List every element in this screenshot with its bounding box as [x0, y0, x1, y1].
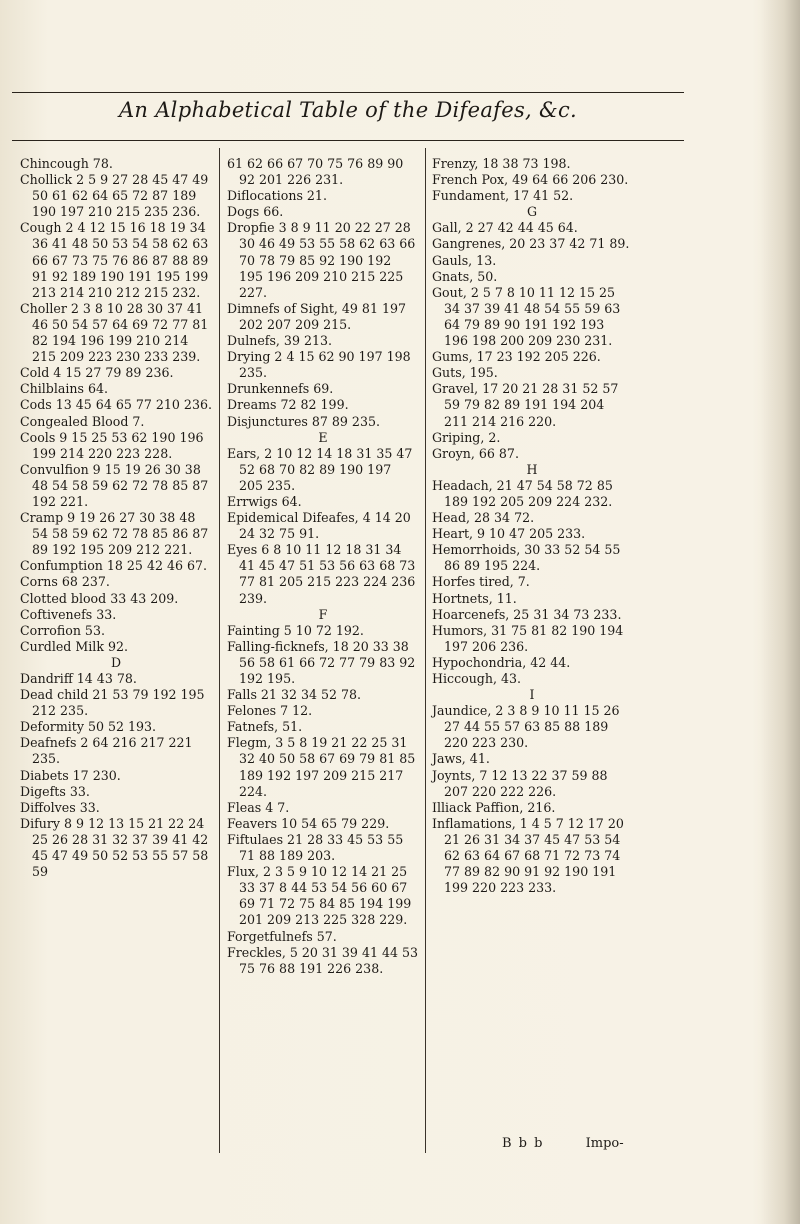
index-entry: Clotted blood 33 43 209. — [20, 590, 179, 606]
section-letter: I — [529, 687, 535, 703]
index-entry: Gums, 17 23 192 205 226. — [432, 349, 601, 365]
index-column-2 — [227, 156, 419, 977]
index-entry: Head, 28 34 72. — [432, 510, 535, 526]
index-entry: Hiccough, 43. — [432, 671, 522, 686]
index-entry: Fundament, 17 41 52. — [432, 188, 574, 204]
index-entry: Diflocations 21. — [227, 188, 327, 204]
section-letter: F — [318, 606, 328, 622]
index-entry: Joynts, 7 12 13 22 37 59 88 207 220 222 226. — [432, 767, 608, 799]
index-entry: Chollick 2 5 9 27 28 45 47 49 50 61 62 64 65 72 87 189 190 197 210 215 235 236. — [20, 172, 209, 220]
index-entry: Falls 21 32 34 52 78. — [227, 687, 362, 703]
index-entry: Flux, 2 3 5 9 10 12 14 21 25 33 37 8 44 53 54 56 60 67 69 71 72 75 84 85 194 199 201 209 213 225 328 229. — [227, 864, 412, 928]
index-entry: Dreams 72 82 199. — [227, 397, 349, 413]
index-entry: Hortnets, 11. — [432, 590, 517, 606]
index-entry: Disjunctures 87 89 235. — [227, 413, 380, 429]
top-rule — [12, 92, 684, 93]
section-letter: D — [110, 654, 122, 670]
column-divider-1 — [219, 148, 220, 1153]
index-entry: Diabets 17 230. — [20, 767, 121, 783]
index-entry: Cods 13 45 64 65 77 210 236. — [20, 397, 212, 413]
index-entry: Hypochondria, 42 44. — [432, 654, 571, 670]
index-entry: Fatnefs, 51. — [227, 719, 303, 735]
column-divider-2 — [425, 148, 426, 1153]
index-entry: Deafnefs 2 64 216 217 221 235. — [20, 735, 193, 767]
signature-mark: B b b — [502, 1136, 543, 1151]
index-entry: Gauls, 13. — [432, 252, 497, 268]
index-entry: Jaws, 41. — [432, 751, 490, 767]
index-entry: Frenzy, 18 38 73 198. — [432, 156, 571, 171]
catchword: Impo- — [585, 1136, 624, 1151]
index-entry: Dulnefs, 39 213. — [227, 333, 332, 349]
index-entry: Convulfion 9 15 19 26 30 38 48 54 58 59 62 72 78 85 87 192 221. — [20, 461, 209, 509]
index-entry: Hemorrhoids, 30 33 52 54 55 86 89 195 224. — [432, 542, 621, 574]
index-entry: Dogs 66. — [227, 204, 284, 220]
index-entry: Curdled Milk 92. — [20, 638, 128, 654]
index-entry: Flegm, 3 5 8 19 21 22 25 31 32 40 50 58 67 69 79 81 85 189 192 197 209 215 217 224. — [227, 735, 416, 799]
index-entry: Illiack Paffion, 216. — [432, 799, 556, 815]
index-entry: Falling-ficknefs, 18 20 33 38 56 58 61 66 72 77 79 83 92 192 195. — [227, 638, 416, 686]
index-entry: Gangrenes, 20 23 37 42 71 89. — [432, 236, 630, 252]
index-entry: Felones 7 12. — [227, 703, 313, 719]
index-entry: Eyes 6 8 10 11 12 18 31 34 41 45 47 51 53 56 63 68 73 77 81 205 215 223 224 236 239. — [227, 542, 416, 606]
index-entry: Gnats, 50. — [432, 268, 498, 284]
index-entry: Drying 2 4 15 62 90 197 198 235. — [227, 349, 411, 381]
section-letter: H — [526, 461, 538, 477]
index-entry: Errwigs 64. — [227, 493, 302, 509]
index-entry: Fainting 5 10 72 192. — [227, 622, 364, 638]
index-entry: Headach, 21 47 54 58 72 85 189 192 205 209 224 232. — [432, 477, 613, 509]
page-footer — [452, 1136, 632, 1151]
index-entry: Ears, 2 10 12 14 18 31 35 47 52 68 70 82 89 190 197 205 235. — [227, 445, 413, 493]
index-entry: Humors, 31 75 81 82 190 194 197 206 236. — [432, 622, 624, 654]
index-entry: Feavers 10 54 65 79 229. — [227, 815, 390, 831]
header-rule — [12, 140, 684, 141]
index-entry: Dropfie 3 8 9 11 20 22 27 28 30 46 49 53 55 58 62 63 66 70 78 79 85 92 190 192 195 196 209 210 215 225 227. — [227, 220, 416, 300]
index-entry: Confumption 18 25 42 46 67. — [20, 558, 208, 574]
index-entry: Drunkennefs 69. — [227, 381, 334, 397]
index-entry: Gout, 2 5 7 8 10 11 12 15 25 34 37 39 41 48 54 55 59 63 64 79 89 90 191 192 193 196 198 200 209 230 231. — [432, 284, 621, 349]
index-entry: Coftivenefs 33. — [20, 606, 117, 622]
page-edge-shadow — [760, 0, 800, 1224]
index-entry: Freckles, 5 20 31 39 41 44 53 75 76 88 191 226 238. — [227, 944, 419, 976]
index-entry: Corns 68 237. — [20, 574, 110, 590]
section-letter: G — [526, 204, 538, 220]
index-entry: Epidemical Difeafes, 4 14 20 24 32 75 91. — [227, 510, 411, 542]
index-entry: Gravel, 17 20 21 28 31 52 57 59 79 82 89 191 194 204 211 214 216 220. — [432, 381, 619, 429]
index-entry: Corrofion 53. — [20, 622, 105, 638]
index-entry: Hoarcenefs, 25 31 34 73 233. — [432, 606, 622, 622]
page-header: An Alphabetical Table of the Difeafes, &c. — [118, 98, 578, 122]
index-entry: Fiftulaes 21 28 33 45 53 55 71 88 189 203. — [227, 831, 404, 864]
index-entry: Cramp 9 19 26 27 30 38 48 54 58 59 62 72 78 85 86 87 89 192 195 209 212 221. — [20, 510, 209, 558]
index-entry: Guts, 195. — [432, 365, 498, 381]
index-entry: 61 62 66 67 70 75 76 89 90 92 201 226 231. — [227, 156, 404, 188]
index-entry: Heart, 9 10 47 205 233. — [432, 526, 586, 542]
index-entry: Horfes tired, 7. — [432, 574, 530, 590]
index-entry: Cools 9 15 25 53 62 190 196 199 214 220 223 228. — [20, 429, 204, 461]
index-entry: Choller 2 3 8 10 28 30 37 41 46 50 54 57 64 69 72 77 81 82 194 196 199 210 214 215 209 223 230 233 239. — [20, 300, 209, 365]
index-entry: Diffolves 33. — [20, 799, 100, 815]
index-entry: Groyn, 66 87. — [432, 445, 519, 461]
index-entry: Deformity 50 52 193. — [20, 719, 157, 735]
index-entry: Jaundice, 2 3 8 9 10 11 15 26 27 44 55 57 63 85 88 189 220 223 230. — [432, 703, 620, 751]
index-entry: Gall, 2 27 42 44 45 64. — [432, 220, 578, 236]
index-entry: Cough 2 4 12 15 16 18 19 34 36 41 48 50 53 54 58 62 63 66 67 73 75 76 86 87 88 89 91 92 189 190 191 195 199 213 214 210 212 215 232. — [20, 220, 209, 300]
index-entry: Fleas 4 7. — [227, 799, 290, 815]
index-entry: Difury 8 9 12 13 15 21 22 24 25 26 28 31 32 37 39 41 42 45 47 49 50 52 53 55 57 58 59 — [20, 815, 209, 880]
index-entry: Chincough 78. — [20, 156, 113, 171]
index-entry: Dimnefs of Sight, 49 81 197 202 207 209 215. — [227, 300, 406, 332]
index-entry: Digefts 33. — [20, 783, 90, 799]
index-entry: Congealed Blood 7. — [20, 413, 145, 429]
index-entry: Forgetfulnefs 57. — [227, 928, 337, 944]
index-entry: Inflamations, 1 4 5 7 12 17 20 21 26 31 34 37 45 47 53 54 62 63 64 67 68 71 72 73 74 77 89 82 90 91 92 190 191 199 220 223 233. — [432, 815, 624, 896]
index-entry: Dandriff 14 43 78. — [20, 671, 137, 686]
index-entry: Cold 4 15 27 79 89 236. — [20, 365, 174, 381]
index-column-3 — [432, 156, 632, 896]
index-entry: Chilblains 64. — [20, 381, 109, 397]
index-entry: Griping, 2. — [432, 429, 501, 445]
section-letter: E — [318, 429, 328, 445]
index-entry: Dead child 21 53 79 192 195 212 235. — [20, 687, 205, 719]
index-entry: French Pox, 49 64 66 206 230. — [432, 172, 629, 188]
index-column-1 — [20, 156, 212, 880]
